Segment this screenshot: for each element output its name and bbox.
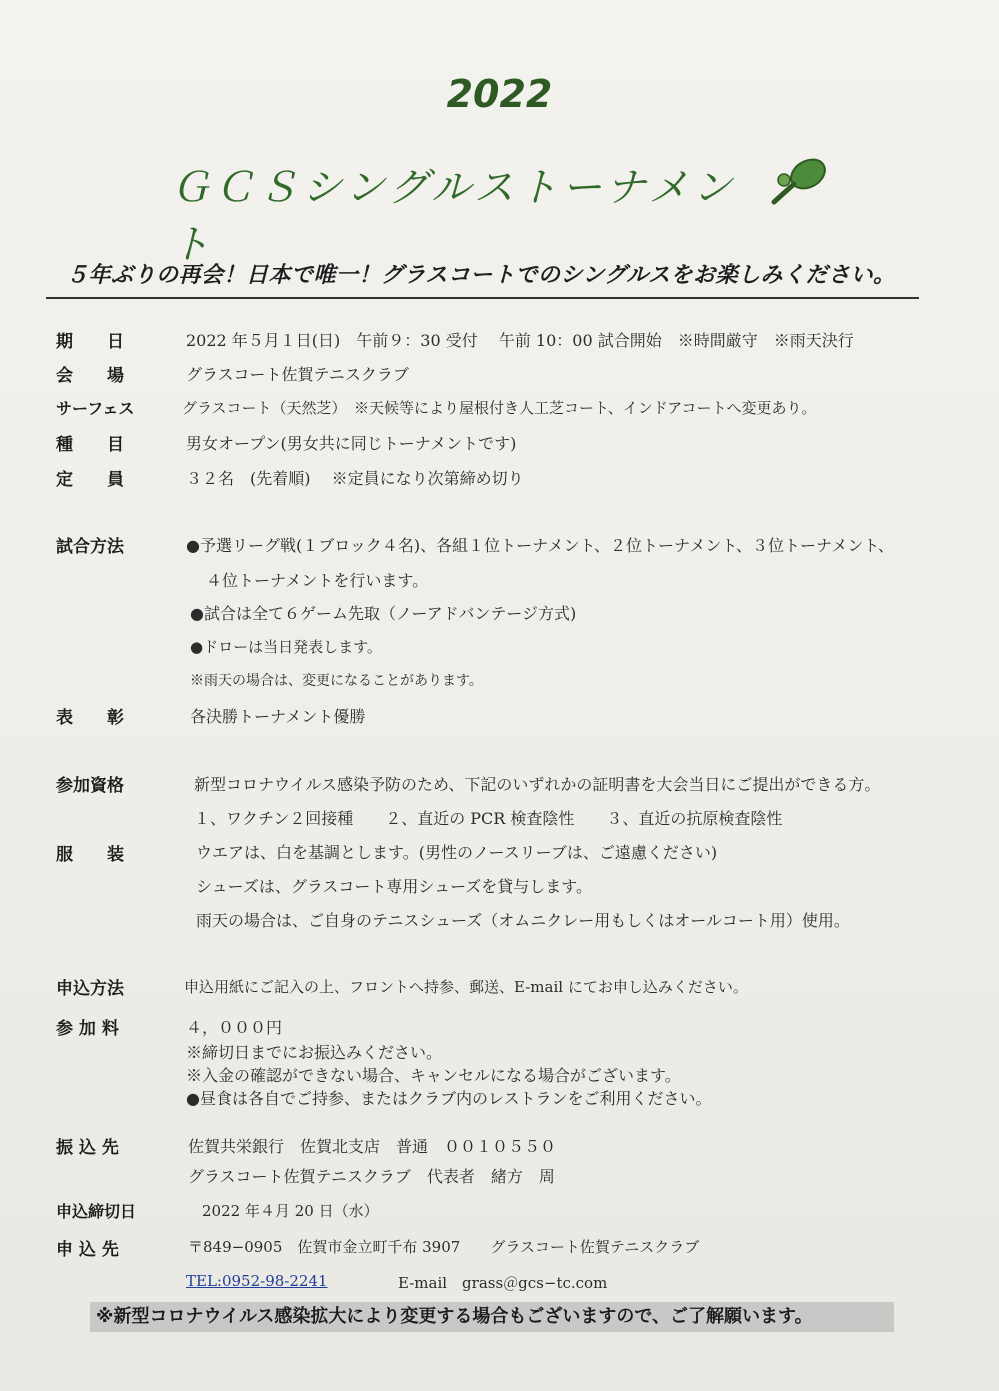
format-line-2: ４位トーナメントを行います。 <box>206 571 429 590</box>
venue-label: 会 場 <box>56 366 124 386</box>
fee-amount: ４，０００円 <box>186 1018 283 1037</box>
format-line-4: ●ドローは当日発表します。 <box>190 638 382 656</box>
event-value: 男女オープン(男女共に同じトーナメントです) <box>186 434 517 453</box>
attire-line-3: 雨天の場合は、ご自身のテニスシューズ（オムニクレー用もしくはオールコート用）使用。 <box>196 911 850 930</box>
bank-label: 振 込 先 <box>56 1138 119 1158</box>
event-title: ＧＣＳシングルストーナメント <box>170 165 737 268</box>
attire-line-1: ウエアは、白を基調とします。(男性のノースリーブは、ご遠慮ください) <box>196 843 718 862</box>
covid-notice: ※新型コロナウイルス感染拡大により変更する場合もございますので、ご了解願います。 <box>90 1302 894 1332</box>
capacity-label: 定 員 <box>56 470 124 490</box>
attire-label: 服 装 <box>56 845 124 865</box>
surface-label: サーフェス <box>56 399 135 418</box>
deadline-label: 申込締切日 <box>56 1202 137 1221</box>
apply-method-value: 申込用紙にご記入の上、フロントへ持参、郵送、E-mail にてお申し込みください。 <box>184 978 748 996</box>
venue-value: グラスコート佐賀テニスクラブ <box>186 365 409 384</box>
eligibility-line-1: 新型コロナウイルス感染予防のため、下記のいずれかの証明書を大会当日にご提出ができる方。 <box>194 775 881 794</box>
attire-line-2: シューズは、グラスコート専用シューズを貸与します。 <box>196 877 593 896</box>
date-value: 2022 年５月１日(日) 午前９：30 受付 午前 10：00 試合開始 ※時間厳守 ※雨天決行 <box>186 331 854 350</box>
surface-value: グラスコート（天然芝） ※天候等により屋根付き人工芝コート、インドアコートへ変更あり。 <box>182 399 817 417</box>
eligibility-label: 参加資格 <box>56 776 124 796</box>
format-line-5: ※雨天の場合は、変更になることがあります。 <box>190 673 483 689</box>
contact-label: 申 込 先 <box>56 1240 119 1260</box>
contact-email: E-mail grass＠gcs−tc.com <box>398 1274 608 1292</box>
eligibility-line-2: １、ワクチン２回接種 ２、直近の PCR 検査陰性 ３、直近の抗原検査陰性 <box>194 809 783 828</box>
contact-tel-link[interactable]: TEL:0952-98-2241 <box>186 1272 328 1290</box>
award-value: 各決勝トーナメント優勝 <box>190 707 366 726</box>
capacity-value: ３２名 (先着順) ※定員になり次第締め切り <box>186 469 524 488</box>
fee-label: 参 加 料 <box>56 1019 119 1039</box>
bank-line-1: 佐賀共栄銀行 佐賀北支店 普通 ００１０５５０ <box>188 1137 557 1156</box>
apply-method-label: 申込方法 <box>56 979 124 999</box>
format-line-3: ●試合は全て６ゲーム先取（ノーアドバンテージ方式) <box>190 604 577 623</box>
tennis-racket-icon <box>764 154 830 210</box>
fee-note-1: ※締切日までにお振込みください。 <box>186 1043 443 1062</box>
deadline-value: 2022 年４月 20 日（水） <box>202 1202 379 1220</box>
header-divider <box>46 297 919 299</box>
date-label: 期 日 <box>56 332 124 352</box>
event-year: 2022 <box>446 72 553 116</box>
bank-line-2: グラスコート佐賀テニスクラブ 代表者 緒方 周 <box>188 1167 555 1186</box>
fee-note-3: ●昼食は各自でご持参、またはクラブ内のレストランをご利用ください。 <box>186 1089 712 1108</box>
event-label: 種 目 <box>56 435 124 455</box>
format-label: 試合方法 <box>56 537 124 557</box>
event-subtitle: ５年ぶりの再会！日本で唯一！グラスコートでのシングルスをお楽しみください。 <box>66 263 896 288</box>
format-line-1: ●予選リーグ戦(１ブロック４名)、各組１位トーナメント、２位トーナメント、３位トーナメント、 <box>186 536 894 555</box>
fee-note-2: ※入金の確認ができない場合、キャンセルになる場合がございます。 <box>186 1066 681 1085</box>
award-label: 表 彰 <box>56 708 124 728</box>
contact-address: 〒849−0905 佐賀市金立町千布 3907 グラスコート佐賀テニスクラブ <box>188 1238 700 1256</box>
